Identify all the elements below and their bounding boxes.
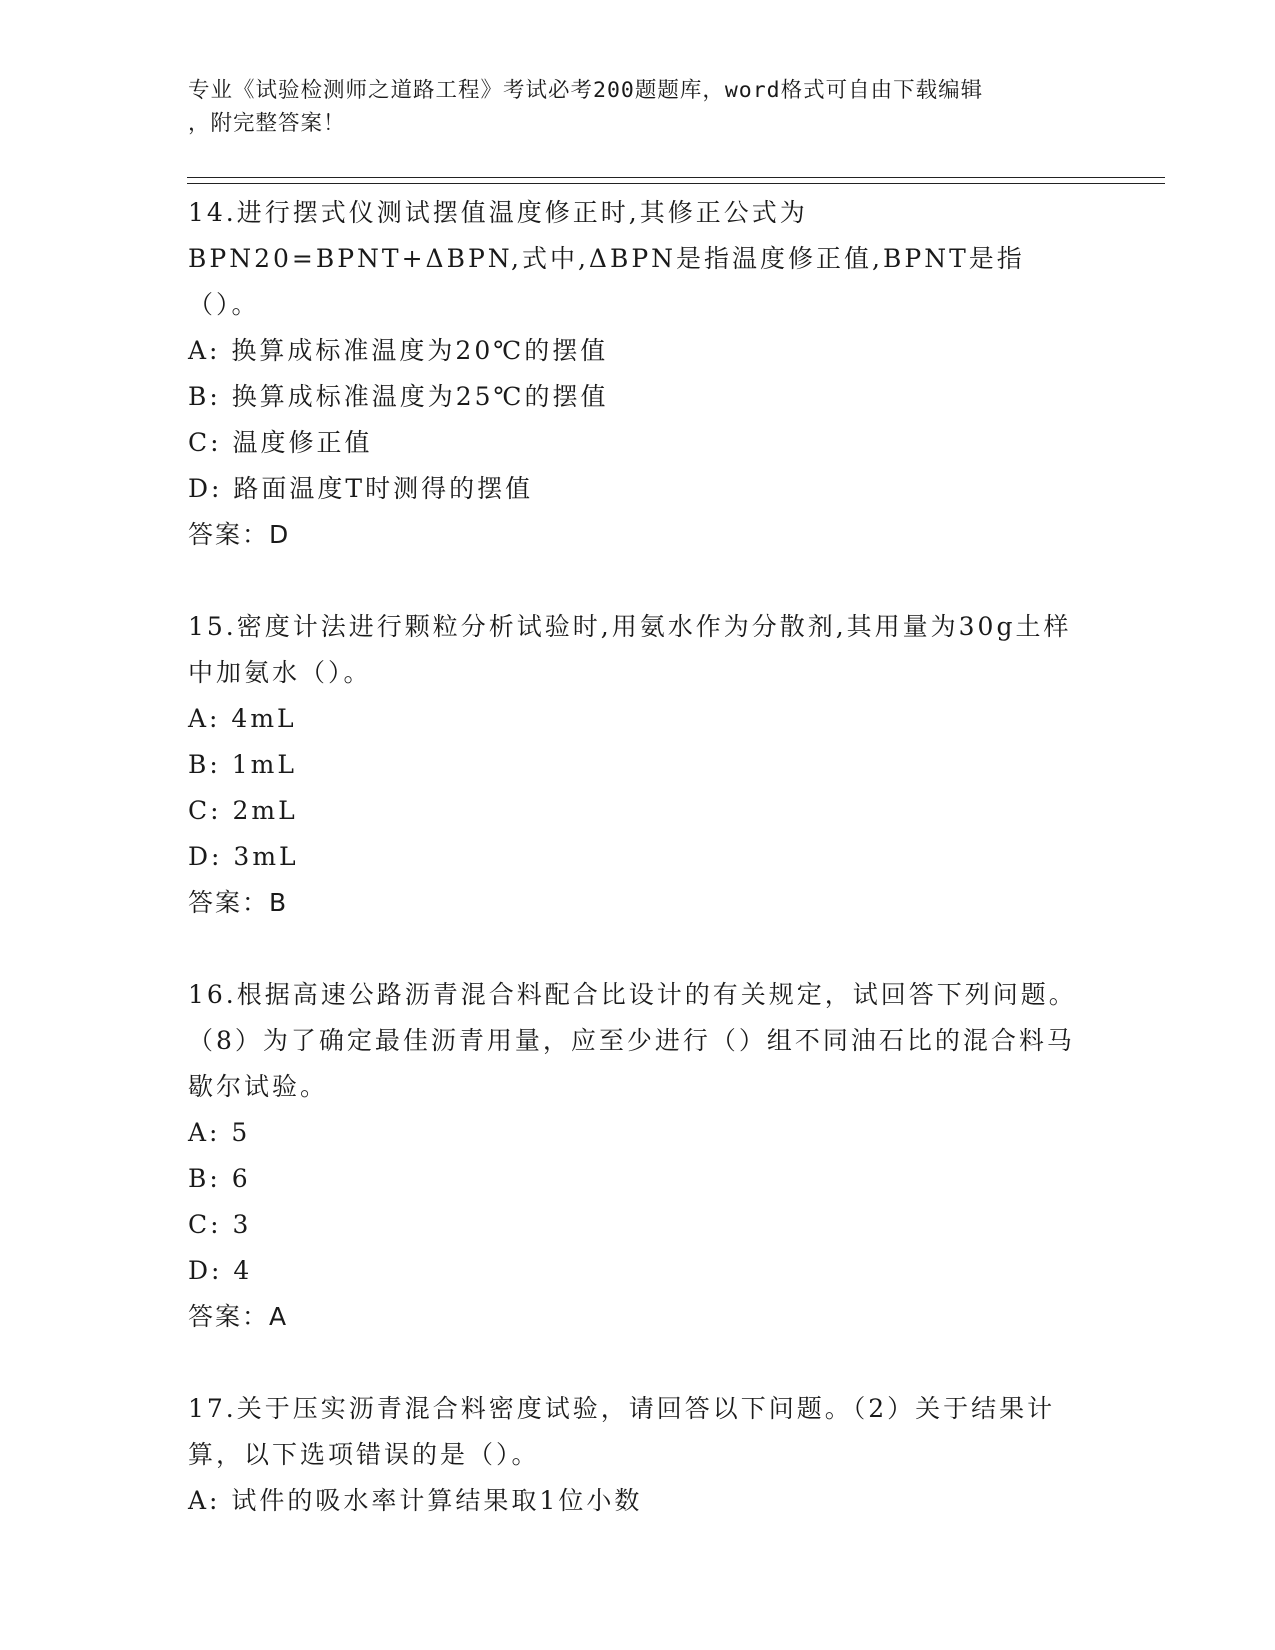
option-a: A: 5 <box>188 1118 251 1147</box>
question-15 <box>188 604 1088 926</box>
option-list <box>188 1478 1088 1524</box>
question-16 <box>188 972 1088 1340</box>
question-stem: 16.根据高速公路沥青混合料配合比设计的有关规定，试回答下列问题。（8）为了确定最佳沥青用量，应至少进行（）组不同油石比的混合料马歇尔试验。 <box>188 980 1077 1101</box>
option-a: A: 试件的吸水率计算结果取1位小数 <box>188 1486 643 1515</box>
answer-line: 答案：B <box>188 888 289 917</box>
option-d: D: 3mL <box>188 842 299 871</box>
header-divider-bottom <box>187 183 1165 184</box>
question-list <box>188 190 1088 1570</box>
option-b: B: 换算成标准温度为25℃的摆值 <box>188 382 609 411</box>
answer-line: 答案：A <box>188 1302 289 1331</box>
option-c: C: 2mL <box>188 796 298 825</box>
option-a: A: 4mL <box>188 704 297 733</box>
question-stem: 15.密度计法进行颗粒分析试验时,用氨水作为分散剂,其用量为30g土样中加氨水（）。 <box>188 612 1072 687</box>
option-c: C: 温度修正值 <box>188 428 373 457</box>
answer-line: 答案：D <box>188 520 291 549</box>
question-17 <box>188 1386 1088 1524</box>
header-title-line-2: ，附完整答案！ <box>188 111 346 136</box>
option-d: D: 4 <box>188 1256 253 1285</box>
header-divider-top <box>187 177 1165 178</box>
option-c: C: 3 <box>188 1210 252 1239</box>
option-list <box>188 696 1088 880</box>
option-list <box>188 328 1088 512</box>
option-a: A: 换算成标准温度为20℃的摆值 <box>188 336 609 365</box>
option-d: D: 路面温度T时测得的摆值 <box>188 474 534 503</box>
question-14 <box>188 190 1088 558</box>
option-b: B: 1mL <box>188 750 297 779</box>
option-b: B: 6 <box>188 1164 251 1193</box>
question-stem: 14.进行摆式仪测试摆值温度修正时,其修正公式为BPN20=BPNT+ΔBPN,式中,ΔBPN是指温度修正值,BPNT是指（）。 <box>188 198 1025 319</box>
document-header <box>188 74 1068 140</box>
header-title-line-1: 专业《试验检测师之道路工程》考试必考200题题库，word格式可自由下载编辑 <box>188 78 984 103</box>
option-list <box>188 1110 1088 1294</box>
question-stem: 17.关于压实沥青混合料密度试验，请回答以下问题。（2）关于结果计算，以下选项错误的是（）。 <box>188 1394 1056 1469</box>
